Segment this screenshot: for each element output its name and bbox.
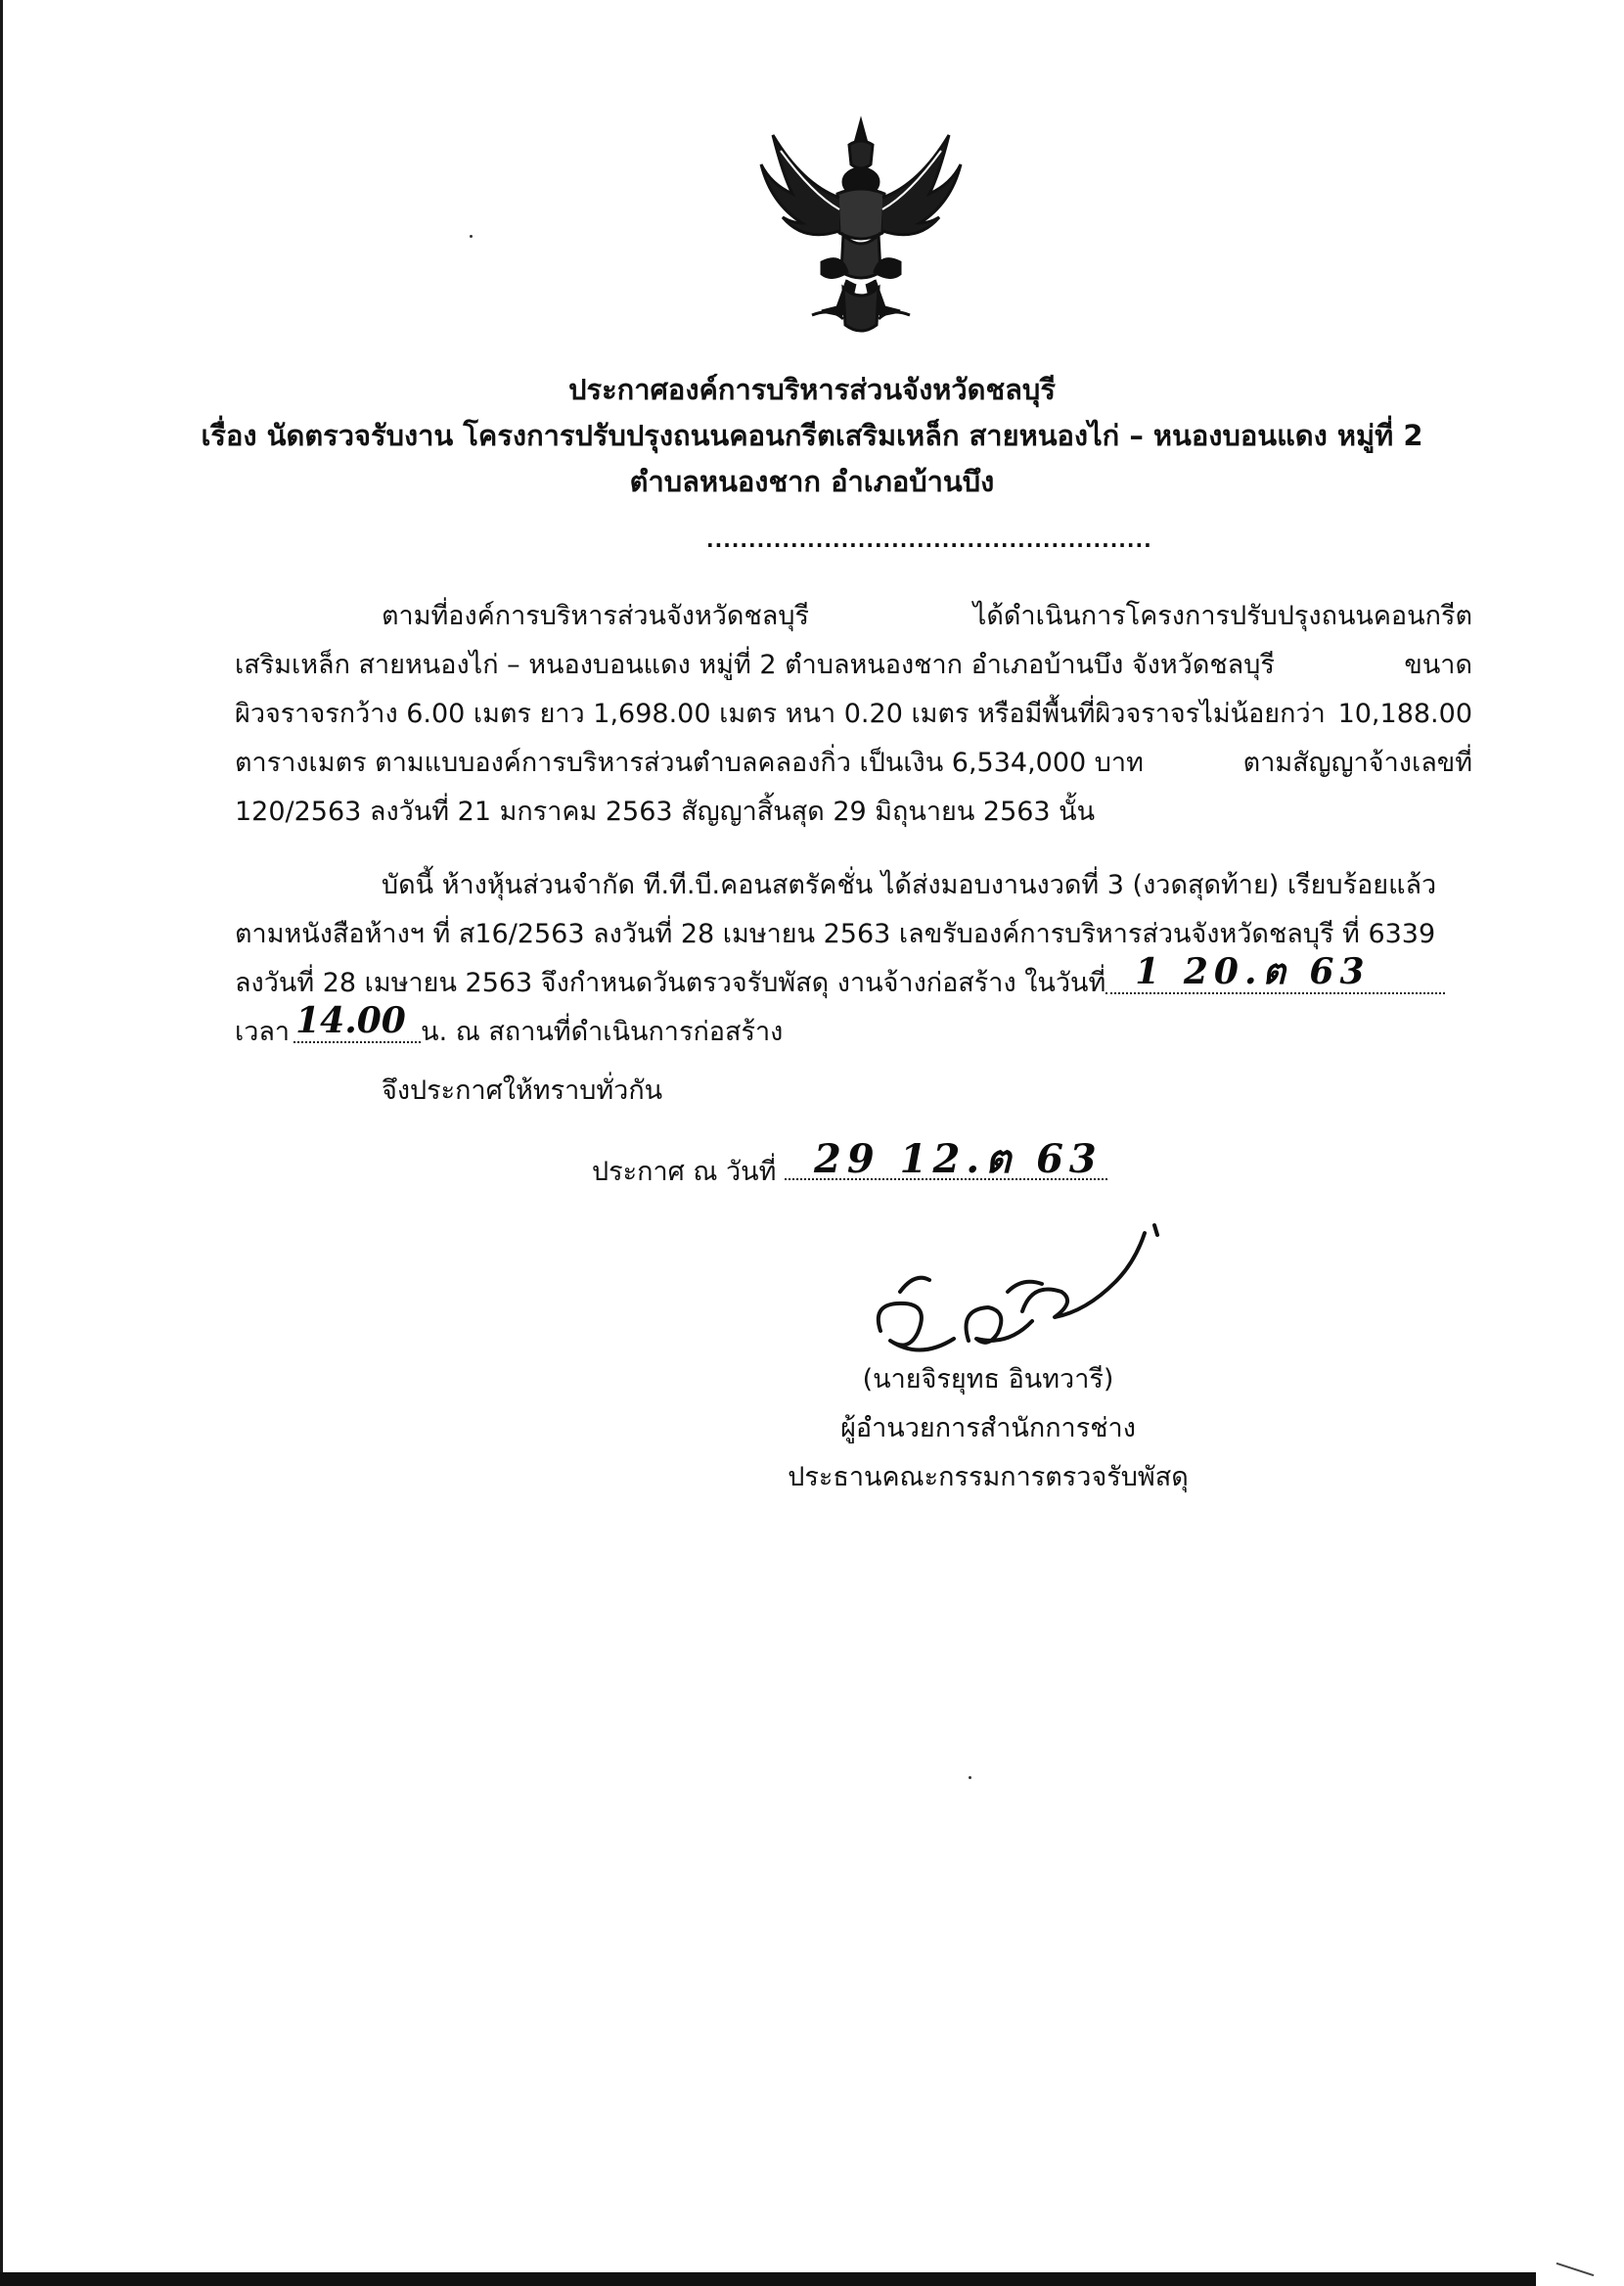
paragraph-line [235, 592, 1472, 641]
signatory-block [724, 1355, 1252, 1502]
scan-edge-left [0, 0, 3, 2286]
paragraph-line [235, 788, 1472, 837]
paragraph-line-segment: ตามสัญญาจ้างเลขที่ [1242, 748, 1472, 778]
time-suffix: น. ณ สถานที่ดำเนินการก่อสร้าง [421, 1017, 784, 1047]
time-label: เวลา [235, 1017, 291, 1047]
inspection-date-field [1105, 951, 1445, 994]
announce-date-handwriting: 29 12.ต 63 [814, 1136, 1103, 1182]
paragraph-line-segment: ขนาด [1404, 650, 1472, 680]
delivery-line-1: บัดนี้ ห้างหุ้นส่วนจำกัด ที.ที.บี.คอนสตรัคชั่น ได้ส่งมอบงานงวดที่ 3 (งวดสุดท้าย) เรียบร้อยแล้ว [382, 870, 1437, 900]
paragraph-project-details [235, 592, 1472, 837]
inspection-time-field [293, 1000, 421, 1043]
handwritten-signature [861, 1223, 1184, 1370]
title-separator: ..................................................... [706, 528, 1152, 552]
paragraph-line-segment: เสริมเหล็ก สายหนองไก่ – หนองบอนแดง หมู่ที่ 2 ตำบลหนองชาก อำเภอบ้านบึง จังหวัดชลบุรี [235, 650, 1275, 680]
signatory-name: (นายจิรยุทธ อินทวารี) [862, 1364, 1114, 1394]
scan-edge-bottom [0, 2272, 1624, 2286]
inspection-time-handwriting: 14.00 [295, 1000, 406, 1041]
paragraph-delivery-notice [235, 861, 1472, 1057]
inspection-date-handwriting: 1 20.ต 63 [1135, 951, 1371, 992]
paragraph-line-segment: 120/2563 ลงวันที่ 21 มกราคม 2563 สัญญาสิ้นสุด 29 มิถุนายน 2563 นั้น [235, 797, 1096, 827]
paragraph-line-segment: ผิวจราจรกว้าง 6.00 เมตร ยาว 1,698.00 เมตร หนา 0.20 เมตร หรือมีพื้นที่ผิวจราจรไม่น้อยกว่า [235, 699, 1326, 729]
paragraph-line-segment: 10,188.00 [1337, 699, 1472, 729]
delivery-line-3: ลงวันที่ 28 เมษายน 2563 จึงกำหนดวันตรวจรับพัสดุ งานจ้างก่อสร้าง ในวันที่ [235, 968, 1106, 998]
paragraph-line-segment: ตารางเมตร ตามแบบองค์การบริหารส่วนตำบลคลองกิ่ว เป็นเงิน 6,534,000 บาท [235, 748, 1144, 778]
signatory-role: ประธานคณะกรรมการตรวจรับพัสดุ [788, 1462, 1189, 1492]
scan-speck [969, 1776, 971, 1779]
announce-date-line [592, 1136, 1107, 1192]
paragraph-line [235, 641, 1472, 690]
signatory-position: ผู้อำนวยการสำนักการช่าง [840, 1413, 1136, 1443]
paragraph-line [235, 739, 1472, 788]
paragraph-line-segment: ได้ดำเนินการโครงการปรับปรุงถนนคอนกรีต [972, 601, 1472, 631]
closing-statement: จึงประกาศให้ทราบทั่วกัน [382, 1075, 663, 1106]
scan-speck [470, 235, 473, 238]
announcement-title-block [196, 367, 1428, 505]
paragraph-line-segment: ตามที่องค์การบริหารส่วนจังหวัดชลบุรี [382, 601, 809, 631]
announcement-title: ประกาศองค์การบริหารส่วนจังหวัดชลบุรี [568, 373, 1056, 406]
announcement-subject: เรื่อง นัดตรวจรับงาน โครงการปรับปรุงถนนคอนกรีตเสริมเหล็ก สายหนองไก่ – หนองบอนแดง หมู่ที่ 2 [201, 419, 1423, 452]
announce-date-label: ประกาศ ณ วันที่ [592, 1157, 777, 1187]
garuda-emblem [753, 115, 969, 341]
paragraph-line [235, 690, 1472, 739]
announcement-subject-cont: ตำบลหนองชาก อำเภอบ้านบึง [629, 465, 995, 498]
delivery-line-2: ตามหนังสือห้างฯ ที่ ส16/2563 ลงวันที่ 28 เมษายน 2563 เลขรับองค์การบริหารส่วนจังหวัดชลบุรี ที่ 6339 [235, 919, 1436, 949]
announce-date-field [785, 1136, 1107, 1182]
